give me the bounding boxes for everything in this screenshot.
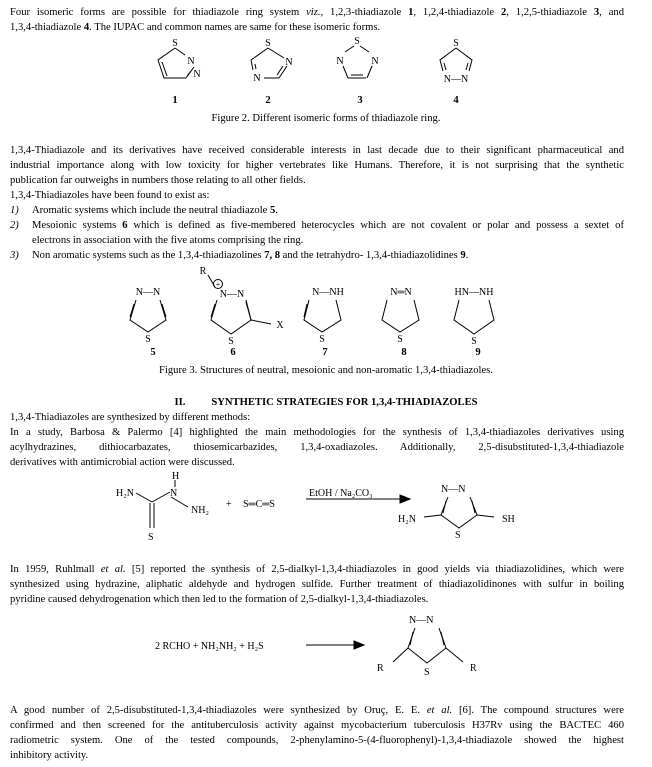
atom-label: S [354,36,360,47]
atom-label: N—NH [312,287,344,298]
text-span: [6]. The compound structures were [452,705,625,716]
section-title: SYNTHETIC STRATEGIES FOR 1,3,4-THIADIAZOLES [211,397,478,408]
atom-label: S [228,336,234,347]
text-span: , 1,2,4-thiadiazole [413,7,501,18]
atom-label: N [336,56,344,67]
atom-label: S [145,334,151,345]
compound-number: 5 [150,347,156,358]
text-span: et al. [426,705,453,716]
atom-label: S [319,334,325,345]
para3-line-4: derivatives with antimicrobial action were discussed. [10,457,235,468]
text-span: , 1,2,3-thiadiazole [320,7,409,18]
atom-label: N—N [219,289,245,300]
formula-text: N—N [409,615,434,626]
atom-label: N [187,56,195,67]
text-span: 1,3,4-thiadiazole [10,22,84,33]
para3-line-3: acylhydrazines, dithiocarbazates, thiosemicarbazides, 1,3,4-oxadiazoles. Additionally, 2,5-disubstituted-1,3,4-thiadiazole [10,442,624,453]
para5-line-3: radiometric system. One of the tested compounds, 2-phenylamino-5-(4-fluorophenyl)-1,3,4-thiadiazole showed the highest [10,735,624,746]
text-span: and the tetrahydro- 1,3,4-thiadiazolidines [280,250,461,261]
reaction-scheme-1 [0,470,652,550]
para3-line-2: In a study, Barbosa & Palermo [4] highlighted the main methodologies for the synthesis of 1,3,4-thiadiazoles derivatives using [10,427,624,438]
atom-label: HN—NH [454,287,494,298]
compound-number: 8 [401,347,407,358]
formula-text: H₂N [116,488,134,499]
atom-label: S [172,38,178,49]
para2-line-4: 1,3,4-Thiadiazoles have been found to exist as: [10,190,210,201]
text-span: Aromatic systems which include the neutral thiadiazole [32,205,270,216]
text-span: [5] reported the synthesis of 2,5-dialkyl-1,3,4-thiadiazoles in good yields via thiadiazolidines, which were [125,564,624,575]
formula-text: R [470,663,477,674]
compound-number: 7 [322,347,328,358]
compound-number: 4 [453,95,459,106]
atom-label: S [265,38,271,49]
formula-text: NH₂ [191,505,209,516]
atom-label: N [193,69,201,80]
text-span: Non aromatic systems such as the 1,3,4-thiadiazolines [32,250,265,261]
formula-text: S [455,530,461,541]
figure-2-caption: Figure 2. Different isomeric forms of thiadiazole ring. [211,113,441,124]
text-span: In 1959, Ruhlmall [10,564,101,575]
atom-label: R [199,266,207,277]
compound-ref: 9 [460,250,466,261]
compound-ref: 5 [270,205,276,216]
formula-text: H [172,471,180,482]
compound-ref: 7, 8 [264,250,281,261]
text-span: . [465,250,469,261]
atom-label: S [471,336,477,347]
list-number: 3) [10,250,19,261]
atom-label: X [276,320,284,331]
figure-3-structures [0,262,652,360]
compound-number: 6 [230,347,236,358]
compound-number: 3 [357,95,363,106]
text-span: viz. [306,7,321,18]
atom-label: N [285,57,293,68]
text-span: , 1,2,5-thiadiazole [506,7,594,18]
compound-ref: 3 [593,7,600,18]
compound-number: 9 [475,347,481,358]
text-span: which is defined as five-membered heterocycles which are not covalent or polar and possess a sextet of [127,220,624,231]
reaction-scheme-2 [0,608,652,688]
para3-line-1: 1,3,4-Thiadiazoles are synthesized by different methods: [10,412,251,423]
charge-label: + [215,280,221,289]
atom-label: N—N [135,287,161,298]
compound-ref: 4 [83,22,90,33]
formula-text: N [170,488,178,499]
text-span: . [275,205,278,216]
figure-2-structures [0,33,652,109]
para2-line-2: industrial importance along with low toxicity for higher vertebrates like Humans. Therefore, it is not surprising that the synthetic [10,160,624,171]
formula-text: 2 RCHO + NH₂NH₂ + H₂S [155,641,264,652]
formula-text: SH [502,514,515,525]
para4-line-3: pyridine caused dehydrogenation which then led to the formation of 2,5-dialkyl-1,3,4-thiadiazoles. [10,594,429,605]
text-span: Four isomeric forms are possible for thiadiazole ring system [10,7,307,18]
text-span: et al. [100,564,126,575]
compound-number: 1 [172,95,178,106]
formula-text: S═C═S [243,499,275,510]
list-number: 2) [10,220,19,231]
compound-ref: 2 [500,7,507,18]
atom-label: N═N [390,287,412,298]
text-span: , and [599,7,624,18]
atom-label: N—N [443,74,469,85]
list-number: 1) [10,205,19,216]
reagent-label: EtOH / Na₂CO₃ [309,488,373,499]
text-span: A good number of 2,5-disubstituted-1,3,4-thiadiazoles were synthesized by Oruç, E. E. [10,705,427,716]
formula-text: + [226,499,232,510]
atom-label: S [397,334,403,345]
formula-text: R [377,663,384,674]
formula-text: S [148,532,154,543]
formula-text: N—N [441,484,466,495]
compound-ref: 1 [408,7,414,18]
para2-line-3: publication far outweighs in numbers those relating to all other fields. [10,175,306,186]
para4-line-2: synthesized using hydrazine, aliphatic aldehyde and hydrogen sulfide. Further treatment of thiadiazolidinones with sulfur in boiling [10,579,624,590]
atom-label: N [371,56,379,67]
section-heading [0,396,652,410]
text-span: electrons in association with the five atoms comprising the ring. [32,235,304,246]
atom-label: N [253,73,261,84]
atom-label: S [453,38,459,49]
text-span: Mesoionic systems [32,220,123,231]
formula-text: S [424,667,430,678]
para5-line-2: confirmed and then screened for the antituberculosis activity against mycobacterium tuberculosis H37Rv using the BACTEC 460 [10,720,624,731]
para5-line-4: inhibitory activity. [10,750,89,761]
figure-3-caption: Figure 3. Structures of neutral, mesoionic and non-aromatic 1,3,4-thiadiazoles. [159,365,493,376]
compound-number: 2 [265,95,271,106]
section-number: II. [174,397,186,408]
para2-line-1: 1,3,4-Thiadiazole and its derivatives have received considerable interests in last decade due to their significant pharmaceutical and [10,145,624,156]
compound-ref: 6 [122,220,128,231]
text-span: . The IUPAC and common names are same for these isomeric forms. [89,22,381,33]
formula-text: H₂N [398,514,416,525]
